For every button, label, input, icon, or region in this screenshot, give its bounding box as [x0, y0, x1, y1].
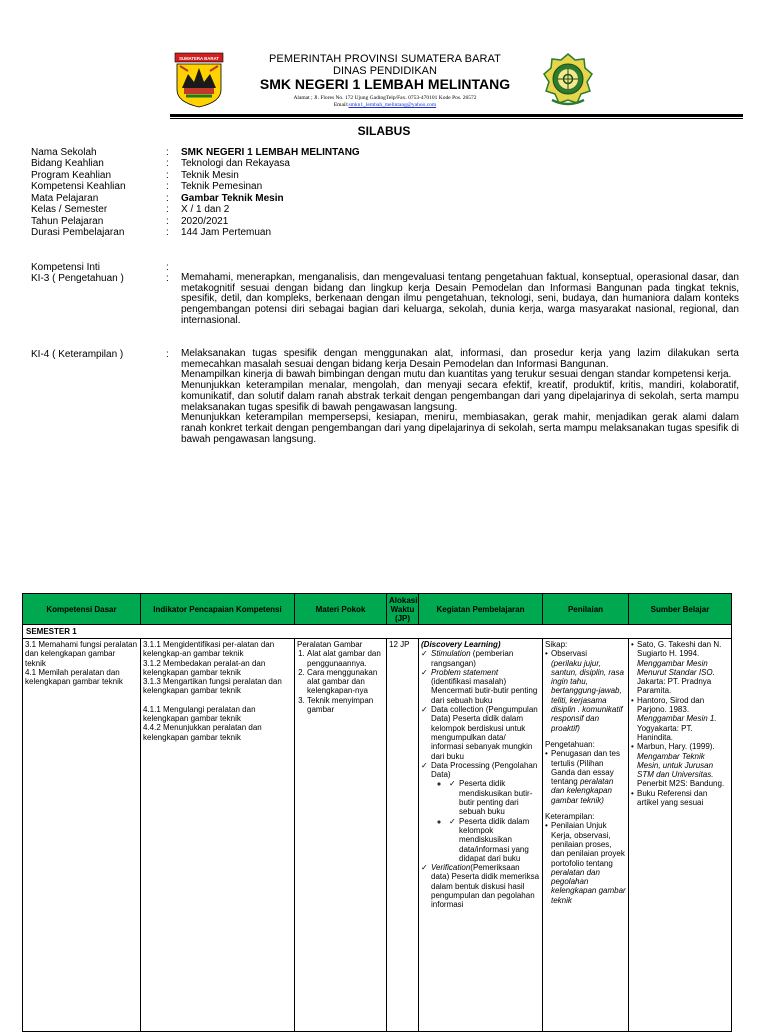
- cell-sumber: [629, 639, 732, 1032]
- header-school-name: SMK NEGERI 1 LEMBAH MELINTANG: [259, 76, 511, 92]
- th-kompetensi-dasar: Kompetensi Dasar: [23, 594, 141, 625]
- th-kegiatan: Kegiatan Pembelajaran: [419, 594, 543, 625]
- th-materi: Materi Pokok: [295, 594, 387, 625]
- info-value-durasi: 144 Jam Pertemuan: [181, 227, 272, 238]
- ki4-label: KI-4 ( Keterampilan ): [31, 349, 124, 360]
- sumber-item: • Hantoro, Sirod dan Parjono. 1983. Menggambar Mesin 1. Yogyakarta: PT. Hanindita.: [631, 696, 729, 742]
- syllabus-table: [22, 593, 732, 1032]
- penilaian-item: • Observasi (perilaku jujur, santun, disiplin, rasa ingin tahu, bertanggung-jawab, teliti, kerjasama disiplin . komunikatif responsif dan proaktif): [545, 649, 626, 733]
- ki3-label: KI-3 ( Pengetahuan ): [31, 273, 124, 284]
- ki3-colon: :: [166, 273, 169, 284]
- header-address: Alamat ; Jl. Flores No. 172 Ujung GadingTelp/Fax. 0753-470101 Kode Pos. 26572: [293, 95, 477, 101]
- info-value-mapel: Gambar Teknik Mesin: [181, 193, 284, 204]
- kegiatan-item: ✓ Data Processing (Pengolahan Data) ✓ ◦ Peserta didik mendiskusikan butir-butir penting dari sebuah buku ✓ ◦ Peserta didik dalam kelompok mendiskusikan data/informasi yang didapat dari buku: [421, 761, 540, 863]
- semester-label: SEMESTER 1: [23, 625, 732, 639]
- info-colon: :: [166, 216, 169, 227]
- info-label-nama-sekolah: Nama Sekolah: [31, 147, 97, 158]
- th-penilaian: Penilaian: [543, 594, 629, 625]
- email-link[interactable]: smkn1_lembah_melintang@yahoo.com: [348, 102, 437, 108]
- ki4-para-1: Melaksanakan tugas spesifik dengan menggunakan alat, informasi, dan prosedur kerja yang lazim dilakukan serta memecahkan masalah sesuai dengan bidang kerja Desain Pemodelan dan Informasi Bangunan.: [181, 348, 739, 370]
- sumber-item: • Sato, G. Takeshi dan N. Sugiarto H. 1994. Menggambar Mesin Menurut Standar ISO. Jakarta: PT. Pradnya Paramita.: [631, 640, 729, 696]
- document-title: SILABUS: [357, 124, 411, 138]
- kegiatan-model: (Discovery Learning): [421, 640, 501, 649]
- cell-penilaian: [543, 639, 629, 1032]
- penilaian-keterampilan-label: Keterampilan:: [545, 812, 595, 822]
- info-label-durasi: Durasi Pembelajaran: [31, 227, 125, 238]
- th-alokasi: Alokasi Waktu (JP): [387, 594, 419, 625]
- info-colon: :: [166, 147, 169, 158]
- info-colon: :: [166, 193, 169, 204]
- sumber-item: • Buku Referensi dan artikel yang sesuai: [631, 789, 729, 808]
- ki-label: Kompetensi Inti: [31, 262, 100, 273]
- header-government-line: PEMERINTAH PROVINSI SUMATERA BARAT: [269, 53, 501, 65]
- ki3-text: Memahami, menerapkan, menganalisis, dan mengevaluasi tentang pengetahuan faktual, konseptual, operasional dasar, dan metakognitif sesuai dengan bidang dan lingkup kerja Desain Pemodelan dan Informasi Bangunan pada tingkat teknis, spesifik, detil, dan kompleks, berkenaan dengan ilmu pengetahuan, teknologi, seni, budaya, dan humaniora dalam konteks pengembangan potensi diri sebagai bagian dari keluarga, sekolah, dunia kerja, warga masyarakat nasional, regional, dan internasional.: [181, 272, 739, 326]
- penilaian-sikap-label: Sikap:: [545, 640, 568, 649]
- penilaian-pengetahuan-label: Pengetahuan:: [545, 739, 595, 749]
- info-label-bidang: Bidang Keahlian: [31, 158, 104, 169]
- indikator-item: 3.1.2 Membedakan peralat-an dan kelengkapan gambar teknik: [143, 658, 266, 677]
- header-email-line: [230, 102, 540, 108]
- ki4-para-4: Menunjukkan keterampilan mempersepsi, kesiapan, meniru, membiasakan, gerak mahir, menjadikan gerak alami dalam ranah konkret terkait dengan pengembangan dari yang dipelajarinya di sekolah, serta mampu melaksanakan tugas spesifik di bawah pengawasan langsung.: [181, 412, 739, 445]
- ki4-text: [181, 349, 739, 445]
- kegiatan-subitem: ✓ ◦ Peserta didik mendiskusikan butir-butir penting dari sebuah buku: [449, 779, 540, 816]
- indikator-item: 3.1.3 Mengartikan fungsi peralatan dan kelengkapan gambar teknik: [143, 677, 282, 696]
- info-colon: :: [166, 170, 169, 181]
- ki4-para-2: Menampilkan kinerja di bawah bimbingan dengan mutu dan kuantitas yang terukur sesuai dengan standar kompetensi kerja.: [181, 369, 732, 381]
- info-value-bidang: Teknologi dan Rekayasa: [181, 158, 290, 169]
- kegiatan-item: ✓ Verification(Pemeriksaan data) Peserta didik memeriksa dalam bentuk diskusi hasil pengumpulan dan pegolahan informasi: [421, 863, 540, 909]
- indikator-item: 4.4.2 Menunjukkan peralatan dan kelengkapan gambar teknik: [143, 723, 262, 742]
- info-value-nama-sekolah: SMK NEGERI 1 LEMBAH MELINTANG: [181, 147, 360, 158]
- email-label: Email:: [333, 102, 349, 108]
- info-value-program: Teknik Mesin: [181, 170, 239, 181]
- kegiatan-item: ✓ Data collection (Pengumpulan Data) Peserta didik dalam kelompok berdiskusi untuk mengumpulkan data/ informasi sebanyak mungkin dari buku: [421, 705, 540, 761]
- kegiatan-item: ✓ Stimulation (pemberian rangsangan): [421, 649, 540, 668]
- ki-colon: :: [166, 262, 169, 273]
- th-indikator: Indikator Pencapaian Kompetensi: [141, 594, 295, 625]
- cell-kegiatan: [419, 639, 543, 1032]
- info-label-mapel: Mata Pelajaran: [31, 193, 99, 204]
- school-emblem-logo: [542, 52, 594, 108]
- info-colon: :: [166, 227, 169, 238]
- info-colon: :: [166, 204, 169, 215]
- semester-row: [23, 625, 732, 639]
- materi-item: 2. Cara menggunakan alat gambar dan kelengkapan-nya: [307, 668, 384, 696]
- info-label-program: Program Keahlian: [31, 170, 112, 181]
- indikator-item: 3.1.1 Mengidentifikasi per-alatan dan kelengkap-an gambar teknik: [143, 640, 275, 659]
- kegiatan-sublist: [431, 779, 540, 863]
- info-label-tahun: Tahun Pelajaran: [31, 216, 104, 227]
- table-header-row: [23, 594, 732, 625]
- penilaian-item: • Penilaian Unjuk Kerja, observasi, penilaian proses, dan penilaian proyek portofolio tentang peralatan dan pegolahan kelengkapan gambar teknik: [545, 821, 626, 905]
- info-colon: :: [166, 181, 169, 192]
- info-value-kelas: X / 1 dan 2: [181, 204, 230, 215]
- kegiatan-list: [421, 649, 540, 909]
- ki4-colon: :: [166, 349, 169, 360]
- table-row: [23, 639, 732, 1032]
- cell-alokasi: 12 JP: [387, 639, 419, 1032]
- kegiatan-subitem: ✓ ◦ Peserta didik dalam kelompok mendiskusikan data/informasi yang didapat dari buku: [449, 817, 540, 863]
- info-value-tahun: 2020/2021: [181, 216, 229, 227]
- kd-item: 3.1 Memahami fungsi peralatan dan kelengkapan gambar teknik: [25, 640, 138, 668]
- info-label-kompetensi: Kompetensi Keahlian: [31, 181, 126, 192]
- kegiatan-item: ✓ Problem statement (identifikasi masalah) Mencermati butir-butir penting dari sebuah buku: [421, 668, 540, 705]
- sumber-list: [631, 640, 729, 807]
- materi-list: [297, 649, 384, 714]
- indikator-item: 4.1.1 Mengulangi peralatan dan kelengkapan gambar teknik: [143, 704, 256, 724]
- header-rule-thin: [170, 118, 743, 119]
- cell-indikator: [141, 639, 295, 1032]
- materi-item: 1. Alat alat gambar dan penggunaannya.: [307, 649, 384, 668]
- cell-kompetensi-dasar: [23, 639, 141, 1032]
- cell-materi: [295, 639, 387, 1032]
- penilaian-item: • Penugasan dan tes tertulis (Pilihan Ganda dan essay tentang peralatan dan kelengkapan gambar teknik): [545, 749, 626, 805]
- info-colon: :: [166, 158, 169, 169]
- kd-item: 4.1 Memilah peralatan dan kelengkapan gambar teknik: [25, 667, 123, 687]
- sumber-item: • Marbun, Hary. (1999). Mengambar Teknik Mesin, untuk Jurusan STM dan Universitas. Penerbit M2S: Bandung.: [631, 742, 729, 788]
- header-rule-thick: [170, 114, 743, 117]
- ki4-para-3: Menunjukkan keterampilan menalar, mengolah, dan menyaji secara efektif, kreatif, produktif, kritis, mandiri, kolaboratif, komunikatif, dan solutif dalam ranah abstrak terkait dengan pengembangan dari yang dipelajarinya di sekolah, serta mampu melaksanakan tugas spesifik di bawah pengawasan langsung.: [181, 380, 739, 413]
- crest-banner-text: SUMATERA BARAT: [179, 55, 219, 61]
- materi-title: Peralatan Gambar: [297, 640, 363, 649]
- header-department-line: DINAS PENDIDIKAN: [333, 65, 437, 77]
- info-label-kelas: Kelas / Semester: [31, 204, 108, 215]
- provincial-crest-logo: [174, 52, 224, 108]
- info-value-kompetensi: Teknik Pemesinan: [181, 181, 263, 192]
- th-sumber: Sumber Belajar: [629, 594, 732, 625]
- materi-item: 3. Teknik menyimpan gambar: [307, 696, 384, 715]
